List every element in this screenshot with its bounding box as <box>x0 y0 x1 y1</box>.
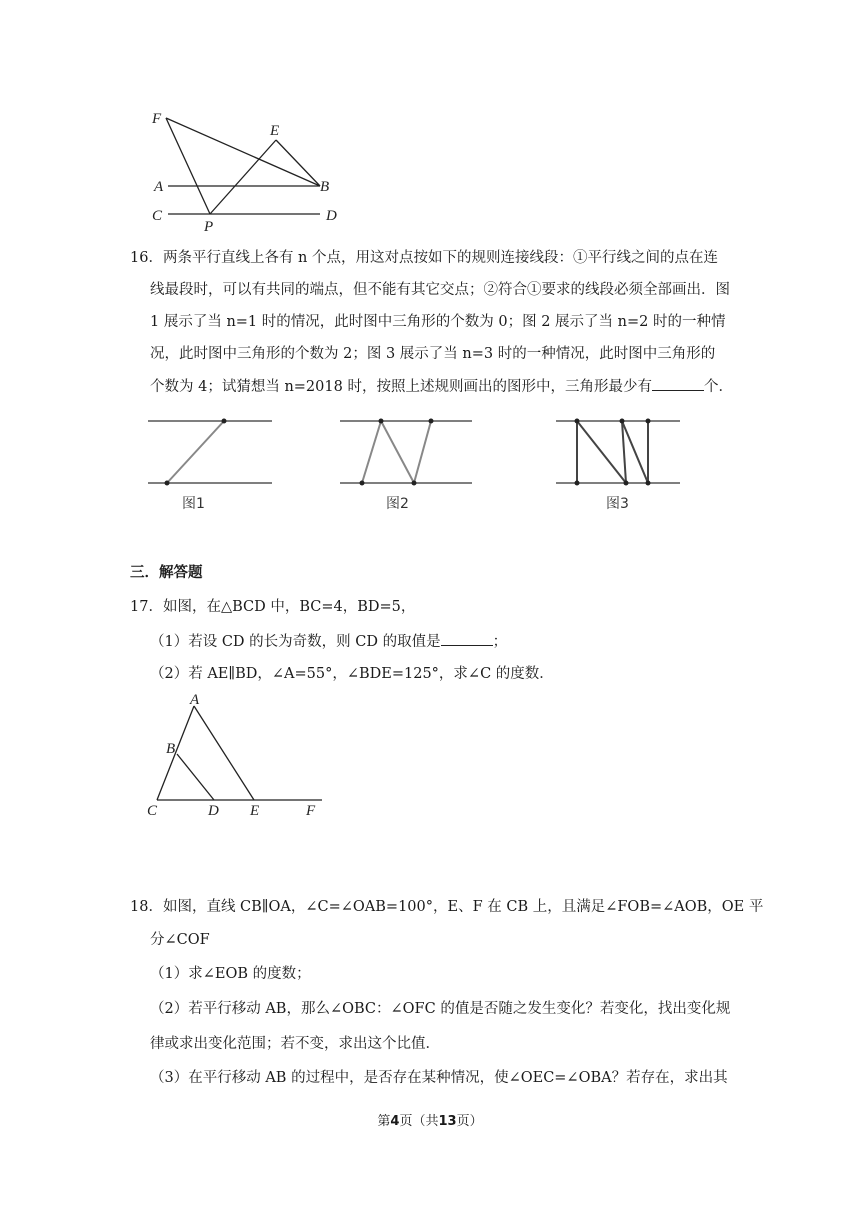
section-title: 三．解答题 <box>130 565 203 581</box>
label-B: B <box>166 741 176 757</box>
figure-3 <box>556 412 686 517</box>
answer-blank <box>441 631 493 646</box>
footer-mid: 页（共 <box>399 1114 439 1129</box>
figure-q17-triangle <box>140 690 340 825</box>
label-F: F <box>306 803 316 819</box>
q17-part-1 <box>150 631 507 652</box>
figure-1 <box>148 412 278 517</box>
q17-part-1-text: （1）若设 CD 的长为奇数，则 CD 的取值是 <box>150 634 441 650</box>
page-footer <box>0 1110 860 1129</box>
label-D: D <box>208 803 219 819</box>
figure-parallel-lines-fepab <box>140 105 360 235</box>
q18-line-1: 18．如图，直线 CB∥OA，∠C=∠OAB=100°，E、F 在 CB 上，且满足∠FOB=∠AOB，OE 平 <box>130 899 764 915</box>
footer-page: 4 <box>390 1114 400 1129</box>
label-F: F <box>152 111 162 127</box>
q18-part-2-line-2: 律或求出变化范围；若不变，求出这个比值． <box>150 1036 440 1052</box>
caption-fig2: 图2 <box>386 496 409 512</box>
q17-line-1: 17．如图，在△BCD 中，BC=4，BD=5， <box>130 599 416 615</box>
q18-part-2-line-1: （2）若平行移动 AB，那么∠OBC：∠OFC 的值是否随之发生变化？若变化，找出变化规 <box>150 1001 731 1017</box>
q18-line-2: 分∠COF <box>150 932 210 948</box>
q18-part-1: （1）求∠EOB 的度数； <box>150 966 311 982</box>
q16-line-5-end: 个． <box>703 379 733 395</box>
q16-line-1: 16．两条平行直线上各有 n 个点，用这对点按如下的规则连接线段：①平行线之间的点在连 <box>130 250 719 266</box>
label-E: E <box>270 123 280 139</box>
q16-line-3: 1 展示了当 n=1 时的情况，此时图中三角形的个数为 0；图 2 展示了当 n=2 时的一种情 <box>150 314 726 330</box>
q17-part-2: （2）若 AE∥BD，∠A=55°，∠BDE=125°，求∠C 的度数． <box>150 666 554 682</box>
label-P: P <box>204 219 214 235</box>
figure-2 <box>340 412 475 517</box>
caption-fig1: 图1 <box>182 496 205 512</box>
label-D: D <box>326 208 337 224</box>
label-E: E <box>250 803 260 819</box>
q16-line-5 <box>150 376 733 397</box>
q16-line-4: 况，此时图中三角形的个数为 2；图 3 展示了当 n=3 时的一种情况，此时图中三角形的 <box>150 346 716 362</box>
label-A: A <box>154 179 164 195</box>
label-B: B <box>320 179 330 195</box>
label-C: C <box>147 803 158 819</box>
q18-part-3: （3）在平行移动 AB 的过程中，是否存在某种情况，使∠OEC=∠OBA？若存在，求出其 <box>150 1070 728 1086</box>
caption-fig3: 图3 <box>606 496 629 512</box>
q16-line-5-text: 个数为 4；试猜想当 n=2018 时，按照上述规则画出的图形中，三角形最少有 <box>150 379 652 395</box>
q16-line-2: 线最段时，可以有共同的端点，但不能有其它交点；②符合①要求的线段必须全部画出．图 <box>150 282 730 298</box>
footer-post: 页） <box>456 1114 483 1129</box>
q17-part-1-end: ； <box>492 634 508 650</box>
label-A: A <box>190 692 200 708</box>
label-C: C <box>152 208 163 224</box>
answer-blank <box>652 376 704 391</box>
footer-total: 13 <box>438 1114 457 1129</box>
footer-pre: 第 <box>377 1114 391 1129</box>
